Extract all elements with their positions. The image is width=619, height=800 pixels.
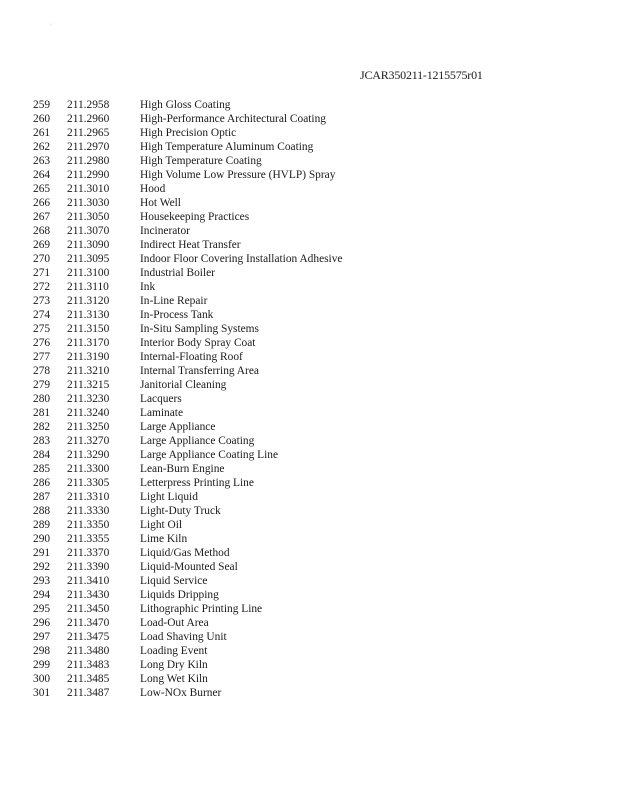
line-number: 292 (33, 561, 51, 573)
defined-term: In-Line Repair (140, 295, 208, 307)
line-number: 281 (33, 407, 51, 419)
list-item (0, 238, 619, 252)
line-number: 297 (33, 631, 51, 643)
section-number: 211.3330 (67, 505, 110, 517)
list-item (0, 686, 619, 700)
list-item (0, 168, 619, 182)
section-number: 211.3150 (67, 323, 110, 335)
defined-term: Laminate (140, 407, 184, 419)
list-item (0, 224, 619, 238)
list-item (0, 420, 619, 434)
section-number: 211.3190 (67, 351, 110, 363)
defined-term: High Volume Low Pressure (HVLP) Spray (140, 169, 336, 181)
defined-term: Ink (140, 281, 156, 293)
line-number: 291 (33, 547, 51, 559)
defined-term: Lean-Burn Engine (140, 463, 225, 475)
defined-term: Lithographic Printing Line (140, 603, 263, 615)
list-item (0, 406, 619, 420)
defined-term: Low-NOx Burner (140, 687, 222, 699)
list-item (0, 490, 619, 504)
list-item (0, 588, 619, 602)
line-number: 299 (33, 659, 51, 671)
list-item (0, 560, 619, 574)
line-number: 284 (33, 449, 51, 461)
section-number: 211.3310 (67, 491, 110, 503)
list-item (0, 448, 619, 462)
list-item (0, 294, 619, 308)
defined-term: In-Process Tank (140, 309, 214, 321)
line-number: 301 (33, 687, 51, 699)
line-number: 268 (33, 225, 51, 237)
section-number: 211.3095 (67, 253, 110, 265)
line-number: 260 (33, 113, 51, 125)
defined-term: Load Shaving Unit (140, 631, 227, 643)
line-number: 294 (33, 589, 51, 601)
list-item (0, 616, 619, 630)
defined-term: Long Wet Kiln (140, 673, 208, 685)
defined-term: Large Appliance Coating (140, 435, 255, 447)
line-number: 263 (33, 155, 51, 167)
line-number: 273 (33, 295, 51, 307)
defined-term: Light Oil (140, 519, 183, 531)
section-number: 211.3250 (67, 421, 110, 433)
line-number: 261 (33, 127, 51, 139)
page-mark: · (50, 22, 52, 28)
line-number: 272 (33, 281, 51, 293)
defined-term: Load-Out Area (140, 617, 209, 629)
defined-term: High Gloss Coating (140, 99, 231, 111)
defined-term: Liquid/Gas Method (140, 547, 230, 559)
list-item (0, 308, 619, 322)
line-number: 259 (33, 99, 51, 111)
defined-term: Light-Duty Truck (140, 505, 221, 517)
list-item (0, 266, 619, 280)
line-number: 280 (33, 393, 51, 405)
defined-term: Hood (140, 183, 166, 195)
section-number: 211.2965 (67, 127, 110, 139)
section-number: 211.3130 (67, 309, 110, 321)
list-item (0, 672, 619, 686)
defined-term: In-Situ Sampling Systems (140, 323, 259, 335)
line-number: 270 (33, 253, 51, 265)
defined-term: High-Performance Architectural Coating (140, 113, 326, 125)
line-number: 300 (33, 673, 51, 685)
list-item (0, 462, 619, 476)
section-number: 211.3487 (67, 687, 110, 699)
section-number: 211.3050 (67, 211, 110, 223)
line-number: 295 (33, 603, 51, 615)
section-number: 211.2960 (67, 113, 110, 125)
line-number: 264 (33, 169, 51, 181)
section-number: 211.3450 (67, 603, 110, 615)
list-item (0, 252, 619, 266)
defined-term: Loading Event (140, 645, 208, 657)
line-number: 286 (33, 477, 51, 489)
defined-term: Industrial Boiler (140, 267, 215, 279)
line-number: 287 (33, 491, 51, 503)
line-number: 288 (33, 505, 51, 517)
line-number: 289 (33, 519, 51, 531)
section-number: 211.3300 (67, 463, 110, 475)
line-number: 275 (33, 323, 51, 335)
defined-term: Light Liquid (140, 491, 198, 503)
defined-term: Liquid Service (140, 575, 208, 587)
section-number: 211.3100 (67, 267, 110, 279)
list-item (0, 196, 619, 210)
list-item (0, 476, 619, 490)
list-item (0, 378, 619, 392)
line-number: 262 (33, 141, 51, 153)
section-number: 211.3170 (67, 337, 110, 349)
section-number: 211.3475 (67, 631, 110, 643)
defined-term: Long Dry Kiln (140, 659, 208, 671)
section-number: 211.3090 (67, 239, 110, 251)
section-number: 211.3210 (67, 365, 110, 377)
line-number: 296 (33, 617, 51, 629)
list-item (0, 602, 619, 616)
defined-term: Incinerator (140, 225, 190, 237)
section-number: 211.3410 (67, 575, 110, 587)
section-number: 211.3480 (67, 645, 110, 657)
section-number: 211.2970 (67, 141, 110, 153)
section-number: 211.3120 (67, 295, 110, 307)
line-number: 277 (33, 351, 51, 363)
list-item (0, 322, 619, 336)
section-number: 211.3485 (67, 673, 110, 685)
line-number: 279 (33, 379, 51, 391)
defined-term: Liquid-Mounted Seal (140, 561, 238, 573)
list-item (0, 210, 619, 224)
section-number: 211.3270 (67, 435, 110, 447)
list-item (0, 126, 619, 140)
section-number: 211.3355 (67, 533, 110, 545)
defined-term: High Temperature Aluminum Coating (140, 141, 314, 153)
section-number: 211.3070 (67, 225, 110, 237)
defined-term: Large Appliance Coating Line (140, 449, 279, 461)
list-item (0, 434, 619, 448)
list-item (0, 154, 619, 168)
defined-term: Hot Well (140, 197, 181, 209)
defined-term: Housekeeping Practices (140, 211, 250, 223)
section-number: 211.3370 (67, 547, 110, 559)
list-item (0, 182, 619, 196)
section-number: 211.2980 (67, 155, 110, 167)
line-number: 269 (33, 239, 51, 251)
list-item (0, 574, 619, 588)
defined-term: Janitorial Cleaning (140, 379, 227, 391)
list-item (0, 504, 619, 518)
section-number: 211.3470 (67, 617, 110, 629)
defined-term: High Precision Optic (140, 127, 237, 139)
list-item (0, 658, 619, 672)
section-number: 211.3030 (67, 197, 110, 209)
list-item (0, 98, 619, 112)
defined-term: High Temperature Coating (140, 155, 262, 167)
line-number: 278 (33, 365, 51, 377)
list-item (0, 140, 619, 154)
section-number: 211.3230 (67, 393, 110, 405)
section-number: 211.3483 (67, 659, 110, 671)
defined-term: Interior Body Spray Coat (140, 337, 256, 349)
list-item (0, 546, 619, 560)
line-number: 293 (33, 575, 51, 587)
definitions-list (0, 98, 619, 700)
defined-term: Indoor Floor Covering Installation Adhesive (140, 253, 343, 265)
section-number: 211.2990 (67, 169, 110, 181)
section-number: 211.3305 (67, 477, 110, 489)
list-item (0, 350, 619, 364)
section-number: 211.3290 (67, 449, 110, 461)
line-number: 266 (33, 197, 51, 209)
list-item (0, 280, 619, 294)
section-number: 211.3430 (67, 589, 110, 601)
list-item (0, 364, 619, 378)
line-number: 283 (33, 435, 51, 447)
list-item (0, 112, 619, 126)
list-item (0, 518, 619, 532)
section-number: 211.3240 (67, 407, 110, 419)
defined-term: Indirect Heat Transfer (140, 239, 241, 251)
defined-term: Internal-Floating Roof (140, 351, 243, 363)
section-number: 211.3110 (67, 281, 109, 293)
list-item (0, 630, 619, 644)
defined-term: Internal Transferring Area (140, 365, 259, 377)
line-number: 267 (33, 211, 51, 223)
line-number: 265 (33, 183, 51, 195)
list-item (0, 392, 619, 406)
list-item (0, 532, 619, 546)
list-item (0, 336, 619, 350)
defined-term: Liquids Dripping (140, 589, 219, 601)
defined-term: Letterpress Printing Line (140, 477, 254, 489)
defined-term: Lacquers (140, 393, 182, 405)
line-number: 285 (33, 463, 51, 475)
line-number: 290 (33, 533, 51, 545)
section-number: 211.3215 (67, 379, 110, 391)
section-number: 211.2958 (67, 99, 110, 111)
defined-term: Lime Kiln (140, 533, 188, 545)
line-number: 282 (33, 421, 51, 433)
section-number: 211.3390 (67, 561, 110, 573)
line-number: 274 (33, 309, 51, 321)
section-number: 211.3010 (67, 183, 110, 195)
defined-term: Large Appliance (140, 421, 216, 433)
line-number: 276 (33, 337, 51, 349)
line-number: 271 (33, 267, 51, 279)
line-number: 298 (33, 645, 51, 657)
document-id: JCAR350211-1215575r01 (360, 68, 483, 82)
list-item (0, 644, 619, 658)
section-number: 211.3350 (67, 519, 110, 531)
